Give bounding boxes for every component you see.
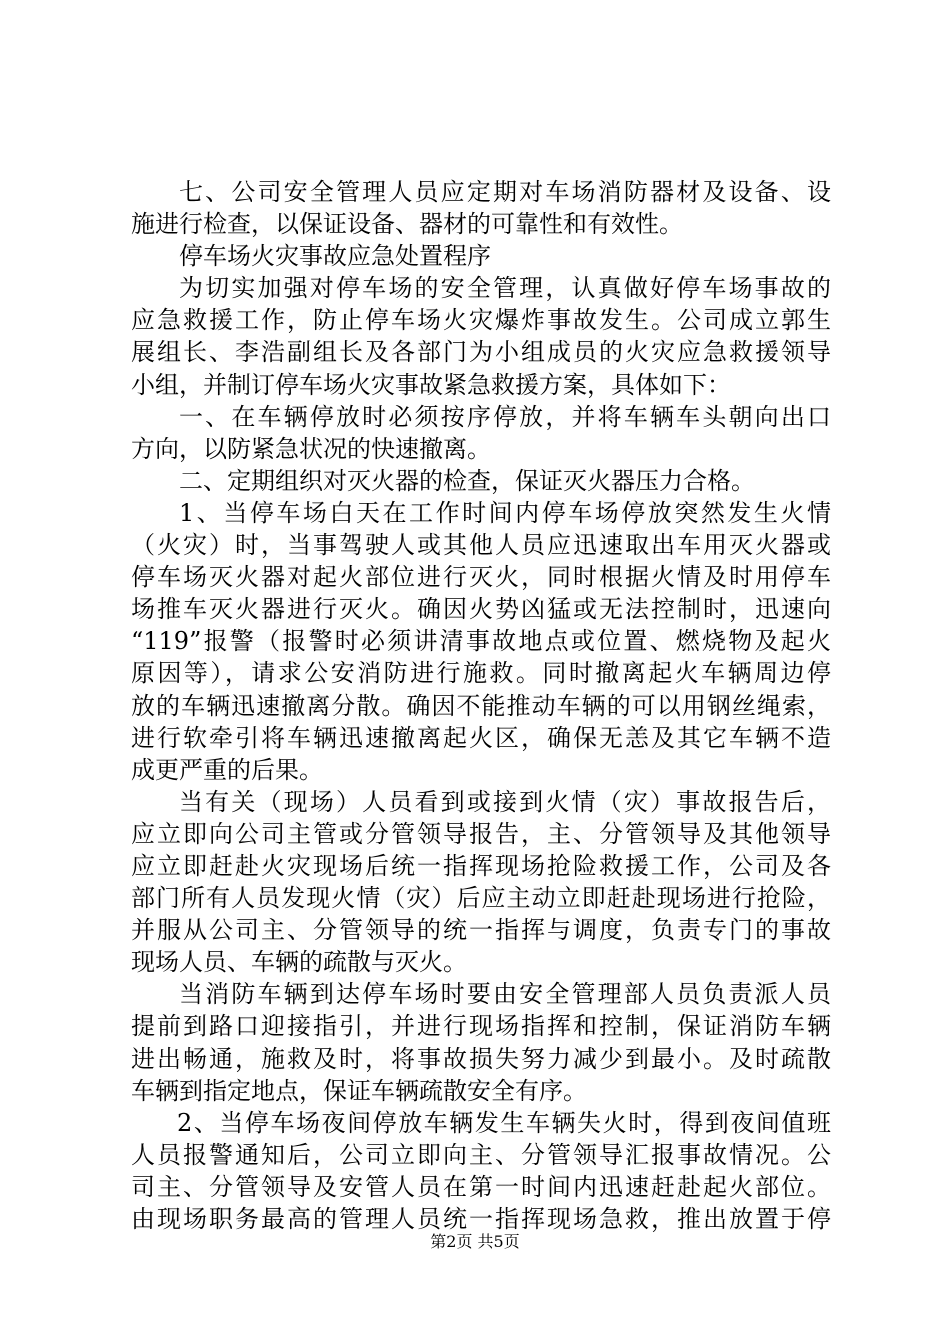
section-heading: 停车场火灾事故应急处置程序 <box>179 242 491 271</box>
paragraph-line: 一、在车辆停放时必须按序停放，并将车辆车头朝向出口 <box>179 402 831 431</box>
paragraph-line: 车辆到指定地点，保证车辆疏散安全有序。 <box>131 1076 587 1105</box>
paragraph-line: 当有关（现场）人员看到或接到火情（灾）事故报告后， <box>179 787 831 816</box>
paragraph-line: 部门所有人员发现火情（灾）后应主动立即赶赴现场进行抢险， <box>131 884 831 913</box>
paragraph-line: 放的车辆迅速撤离分散。确因不能推动车辆的可以用钢丝绳索， <box>131 691 831 720</box>
paragraph-line: 2、当停车场夜间停放车辆发生车辆失火时，得到夜间值班 <box>177 1108 831 1137</box>
paragraph-line: 应立即赶赴火灾现场后统一指挥现场抢险救援工作，公司及各 <box>131 851 831 880</box>
paragraph-line: 原因等），请求公安消防进行施救。同时撤离起火车辆周边停 <box>131 659 831 688</box>
paragraph-line: 当消防车辆到达停车场时要由安全管理部人员负责派人员 <box>179 980 831 1009</box>
paragraph-line: 施进行检查，以保证设备、器材的可靠性和有效性。 <box>131 210 683 239</box>
paragraph-line: “119”报警（报警时必须讲清事故地点或位置、燃烧物及起火 <box>131 627 831 656</box>
paragraph-line: （火灾）时，当事驾驶人或其他人员应迅速取出车用灭火器或 <box>131 531 831 560</box>
paragraph-line: 人员报警通知后，公司立即向主、分管领导汇报事故情况。公 <box>131 1140 831 1169</box>
paragraph-line: 1、当停车场白天在工作时间内停车场停放突然发生火情 <box>179 498 831 527</box>
paragraph-line: 小组，并制订停车场火灾事故紧急救援方案，具体如下： <box>131 370 731 399</box>
paragraph-line: 展组长、李浩副组长及各部门为小组成员的火灾应急救援领导 <box>131 338 831 367</box>
paragraph-line: 二、定期组织对灭火器的检查，保证灭火器压力合格。 <box>179 466 755 495</box>
paragraph-line: 方向，以防紧急状况的快速撤离。 <box>131 434 491 463</box>
document-body <box>131 176 831 1235</box>
paragraph-line: 并服从公司主、分管领导的统一指挥与调度，负责专门的事故 <box>131 916 831 945</box>
paragraph-line: 为切实加强对停车场的安全管理，认真做好停车场事故的 <box>179 274 831 303</box>
paragraph-line: 应立即向公司主管或分管领导报告，主、分管领导及其他领导 <box>131 819 831 848</box>
paragraph-line: 七、公司安全管理人员应定期对车场消防器材及设备、设 <box>179 178 831 206</box>
paragraph-line: 应急救援工作，防止停车场火灾爆炸事故发生。公司成立郭生 <box>131 306 831 335</box>
page-number: 第2页 共5页 <box>430 1232 520 1251</box>
paragraph-line: 停车场灭火器对起火部位进行灭火，同时根据火情及时用停车 <box>131 563 831 592</box>
paragraph-line: 提前到路口迎接指引，并进行现场指挥和控制，保证消防车辆 <box>131 1012 831 1041</box>
paragraph-line: 由现场职务最高的管理人员统一指挥现场急救，推出放置于停 <box>131 1205 831 1233</box>
paragraph-line: 现场人员、车辆的疏散与灭火。 <box>131 948 467 977</box>
paragraph-line: 场推车灭火器进行灭火。确因火势凶猛或无法控制时，迅速向 <box>131 595 831 624</box>
paragraph-line: 进行软牵引将车辆迅速撤离起火区，确保无恙及其它车辆不造 <box>131 723 831 752</box>
paragraph-line: 进出畅通，施救及时，将事故损失努力减少到最小。及时疏散 <box>131 1044 831 1073</box>
paragraph-line: 司主、分管领导及安管人员在第一时间内迅速赶赴起火部位。 <box>131 1172 831 1201</box>
paragraph-line: 成更严重的后果。 <box>131 755 323 784</box>
